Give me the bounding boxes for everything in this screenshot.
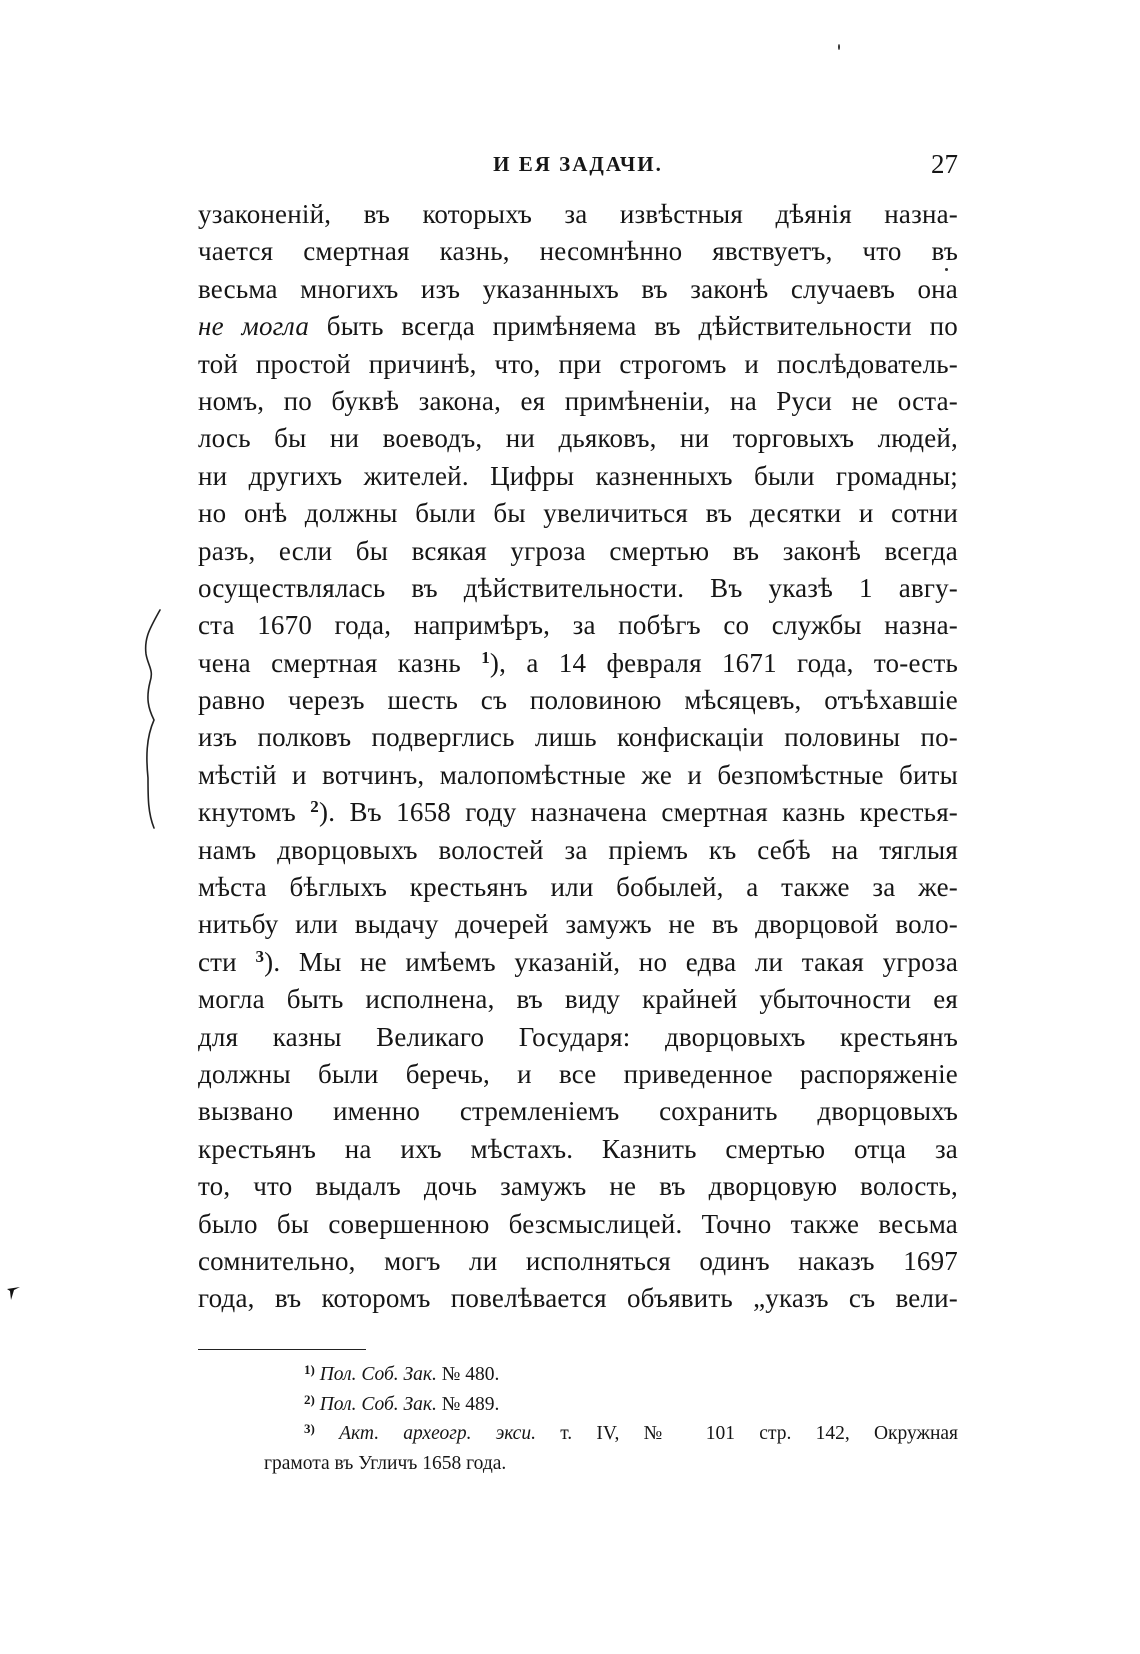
text-line: мѣстій и вотчинъ, малопомѣстные же и безпомѣстные биты <box>198 759 958 790</box>
running-title: И ЕЯ ЗАДАЧИ. <box>493 152 663 176</box>
text-line: вызвано именно стремленіемъ сохранить дворцовыхъ <box>198 1096 958 1127</box>
text-line <box>198 794 958 831</box>
footnote-ref: № 480. <box>441 1364 500 1385</box>
text-segment: сти <box>198 946 237 977</box>
text-segment: ). Мы не имѣемъ указаній, но едва ли такая угроза <box>264 946 959 977</box>
text-line: для казны Великаго Государя: дворцовыхъ крестьянъ <box>198 1021 958 1052</box>
text-line: мѣста бѣглыхъ крестьянъ или бобылей, а также за же- <box>198 872 958 903</box>
italic-phrase: не могла <box>198 311 310 342</box>
text-line: разъ, если бы всякая угроза смертью въ законѣ всегда <box>198 535 958 566</box>
footnote-source: Пол. Соб. Зак. <box>319 1364 437 1385</box>
footnote-3 <box>198 1419 958 1449</box>
footnote-source: Пол. Соб. Зак. <box>319 1393 437 1415</box>
text-line: года, въ которомъ повелѣвается объявить „указъ съ вели- <box>198 1283 958 1314</box>
text-line-rest: быть всегда примѣняема въ дѣйствительности по <box>326 311 958 342</box>
text-line: изъ полковъ подверглись лишь конфискаціи половины по- <box>198 722 958 753</box>
margin-bracket-mark <box>142 608 172 838</box>
body-text <box>198 196 958 1318</box>
text-line: осуществлялась въ дѣйствительности. Въ указѣ 1 авгу- <box>198 572 958 603</box>
text-line: весьма многихъ изъ указанныхъ въ законѣ случаевъ она <box>198 273 958 304</box>
text-line: нитьбу или выдачу дочерей замужъ не въ дворцовой воло- <box>198 909 958 940</box>
footnote-ref: № 489. <box>441 1393 500 1415</box>
text-line: то, что выдалъ дочь замужъ не въ дворцовую волость, <box>198 1171 958 1202</box>
text-segment: ). Въ 1658 году назначена смертная казнь крестья- <box>319 797 959 828</box>
text-line: могла быть исполнена, въ виду крайней убыточности ея <box>198 984 958 1015</box>
footnote-ref: т. IV, № 101 стр. 142, Окружная <box>560 1423 959 1444</box>
text-line: равно черезъ шесть съ половиною мѣсяцевъ, отъѣхавшіе <box>198 685 958 716</box>
footnote-number: 2) <box>304 1391 315 1407</box>
scan-dot <box>945 268 948 271</box>
text-segment: чена смертная казнь <box>198 647 461 678</box>
footnotes <box>198 1360 958 1478</box>
text-line <box>198 944 958 981</box>
text-line: ста 1670 года, напримѣръ, за побѣгъ со службы назна- <box>198 610 958 641</box>
text-segment: кнутомъ <box>198 797 296 828</box>
scan-mark-left <box>6 1286 22 1302</box>
text-line <box>198 308 958 345</box>
text-segment: ), а 14 февраля 1671 года, то-есть <box>489 647 958 678</box>
text-line <box>198 645 958 682</box>
text-line: должны были беречь, и все приведенное распоряженіе <box>198 1058 958 1089</box>
text-line: ни другихъ жителей. Цифры казненныхъ были громадны; <box>198 460 958 491</box>
running-head <box>198 146 958 182</box>
footnote-3-continuation: грамота въ Угличъ 1658 года. <box>264 1452 507 1474</box>
footnote-ref-2: 2 <box>310 797 319 817</box>
footnote-number: 1) <box>304 1362 315 1377</box>
text-line: лось бы ни воеводъ, ни дьяковъ, ни торговыхъ людей, <box>198 423 958 454</box>
text-line: крестьянъ на ихъ мѣстахъ. Казнить смертью отца за <box>198 1133 958 1164</box>
footnote-separator <box>198 1349 366 1350</box>
footnote-source: Акт. археогр. экси. <box>339 1423 536 1444</box>
scan-dot <box>838 44 840 50</box>
footnote-ref-3: 3 <box>255 946 265 966</box>
text-line: но онѣ должны были бы увеличиться въ десятки и сотни <box>198 498 958 529</box>
text-line: намъ дворцовыхъ волостей за пріемъ къ себѣ на тяглыя <box>198 834 958 865</box>
footnote-2 <box>198 1390 958 1420</box>
footnote-ref-1: 1 <box>481 647 490 667</box>
text-line: сомнительно, могъ ли исполняться одинъ наказъ 1697 <box>198 1245 958 1276</box>
text-line: чается смертная казнь, несомнѣнно явствуетъ, что въ <box>198 236 958 267</box>
footnote-number: 3) <box>304 1421 315 1436</box>
footnote-1 <box>198 1360 958 1390</box>
text-line: той простой причинѣ, что, при строгомъ и послѣдователь- <box>198 348 958 379</box>
text-line: узаконеній, въ которыхъ за извѣстныя дѣянія назна- <box>198 199 958 229</box>
text-line: было бы совершенною безсмыслицей. Точно также весьма <box>198 1208 958 1239</box>
page-number: 27 <box>931 149 958 179</box>
text-line: номъ, по буквѣ закона, ея примѣненіи, на Руси не оста- <box>198 385 958 416</box>
